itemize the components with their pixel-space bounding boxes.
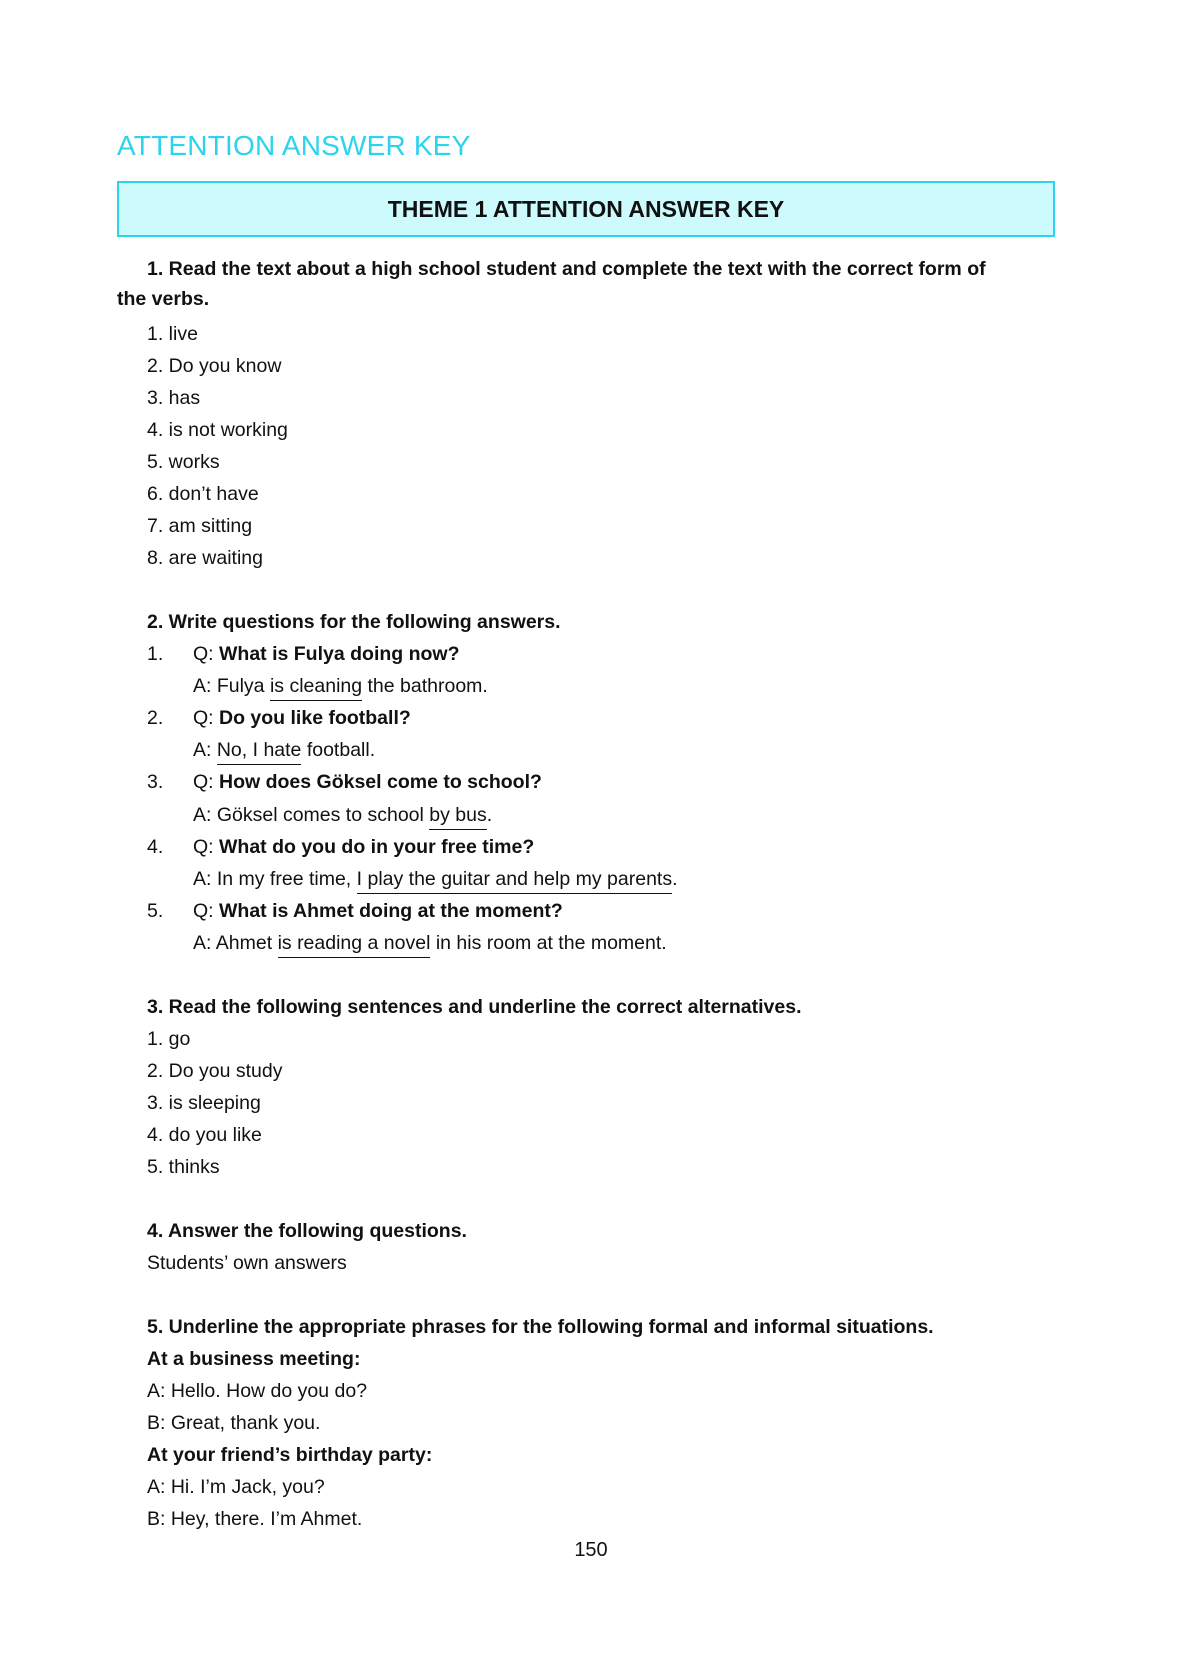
dialogue-line: A: Hi. I’m Jack, you?: [147, 1476, 325, 1498]
answer-post: football.: [301, 739, 376, 761]
page-number: 150: [574, 1539, 608, 1561]
section1-item: 3. has: [147, 387, 201, 409]
question-number: 1.: [147, 643, 164, 665]
section1-heading-line1: 1. Read the text about a high school student and complete the text with the correct form of: [147, 258, 986, 280]
section4-answer: Students’ own answers: [147, 1252, 347, 1274]
section1-item: 1. live: [147, 323, 198, 345]
question-text: How does Göksel come to school?: [219, 771, 542, 793]
section1-item: 4. is not working: [147, 419, 288, 441]
page-title: ATTENTION ANSWER KEY: [117, 130, 471, 161]
answer-underlined: I play the guitar and help my parents: [357, 868, 672, 894]
question-text: What is Fulya doing now?: [219, 643, 460, 665]
q-prefix: Q:: [193, 707, 220, 729]
section3-item: 2. Do you study: [147, 1060, 283, 1082]
a-prefix: A:: [193, 675, 217, 697]
answer-underlined: No, I hate: [217, 739, 302, 765]
question-number: 3.: [147, 771, 164, 793]
answer-row: [193, 738, 375, 762]
answer-post: the bathroom.: [362, 675, 488, 697]
q-prefix: Q:: [193, 900, 220, 922]
section4-heading: 4. Answer the following questions.: [147, 1220, 467, 1242]
answer-row: [193, 803, 492, 827]
a-prefix: A:: [193, 932, 216, 954]
section1-item: 7. am sitting: [147, 515, 253, 537]
dialogue-line: B: Hey, there. I’m Ahmet.: [147, 1508, 363, 1530]
dialogue-line: A: Hello. How do you do?: [147, 1380, 368, 1402]
answer-pre: Fulya: [216, 675, 270, 697]
question-row: [147, 706, 411, 730]
situation-business: At a business meeting:: [147, 1348, 361, 1370]
theme-header-box: [117, 181, 1055, 237]
q-prefix: Q:: [193, 643, 220, 665]
a-prefix: A:: [193, 804, 217, 826]
answer-post: .: [672, 868, 678, 890]
section1-item: 2. Do you know: [147, 355, 282, 377]
q-prefix: Q:: [193, 771, 220, 793]
answer-post: in his room at the moment.: [430, 932, 667, 954]
question-text: What is Ahmet doing at the moment?: [219, 900, 563, 922]
section1-heading-line2: the verbs.: [117, 288, 210, 310]
answer-post: .: [486, 804, 493, 826]
answer-underlined: is cleaning: [270, 675, 362, 701]
section3-item: 3. is sleeping: [147, 1092, 261, 1114]
situation-party: At your friend’s birthday party:: [147, 1444, 433, 1466]
answer-row: [193, 674, 488, 698]
answer-pre: Göksel comes to school: [216, 804, 430, 826]
a-prefix: A:: [193, 868, 217, 890]
question-number: 4.: [147, 836, 164, 858]
section3-item: 1. go: [147, 1028, 191, 1050]
question-row: [147, 770, 542, 794]
q-prefix: Q:: [193, 836, 220, 858]
dialogue-line: B: Great, thank you.: [147, 1412, 321, 1434]
section5-heading: 5. Underline the appropriate phrases for the following formal and informal situations.: [147, 1316, 934, 1338]
question-text: Do you like football?: [219, 707, 411, 729]
answer-row: [193, 931, 667, 955]
question-text: What do you do in your free time?: [219, 836, 535, 858]
answer-underlined: by bus: [429, 804, 486, 830]
question-number: 2.: [147, 707, 164, 729]
section3-heading: 3. Read the following sentences and underline the correct alternatives.: [147, 996, 802, 1018]
answer-underlined: is reading a novel: [278, 932, 431, 958]
a-prefix: A:: [193, 739, 217, 761]
answer-pre: Ahmet: [215, 932, 278, 954]
theme-header: THEME 1 ATTENTION ANSWER KEY: [387, 195, 785, 222]
answer-pre: In my free time,: [216, 868, 357, 890]
section1-item: 6. don’t have: [147, 483, 259, 505]
question-row: [147, 899, 563, 923]
section1-item: 5. works: [147, 451, 220, 473]
question-row: [147, 835, 534, 859]
question-row: [147, 642, 460, 666]
section2-heading: 2. Write questions for the following answers.: [147, 611, 561, 633]
answer-row: [193, 867, 678, 891]
section3-item: 5. thinks: [147, 1156, 220, 1178]
question-number: 5.: [147, 900, 164, 922]
section1-item: 8. are waiting: [147, 547, 263, 569]
section3-item: 4. do you like: [147, 1124, 262, 1146]
